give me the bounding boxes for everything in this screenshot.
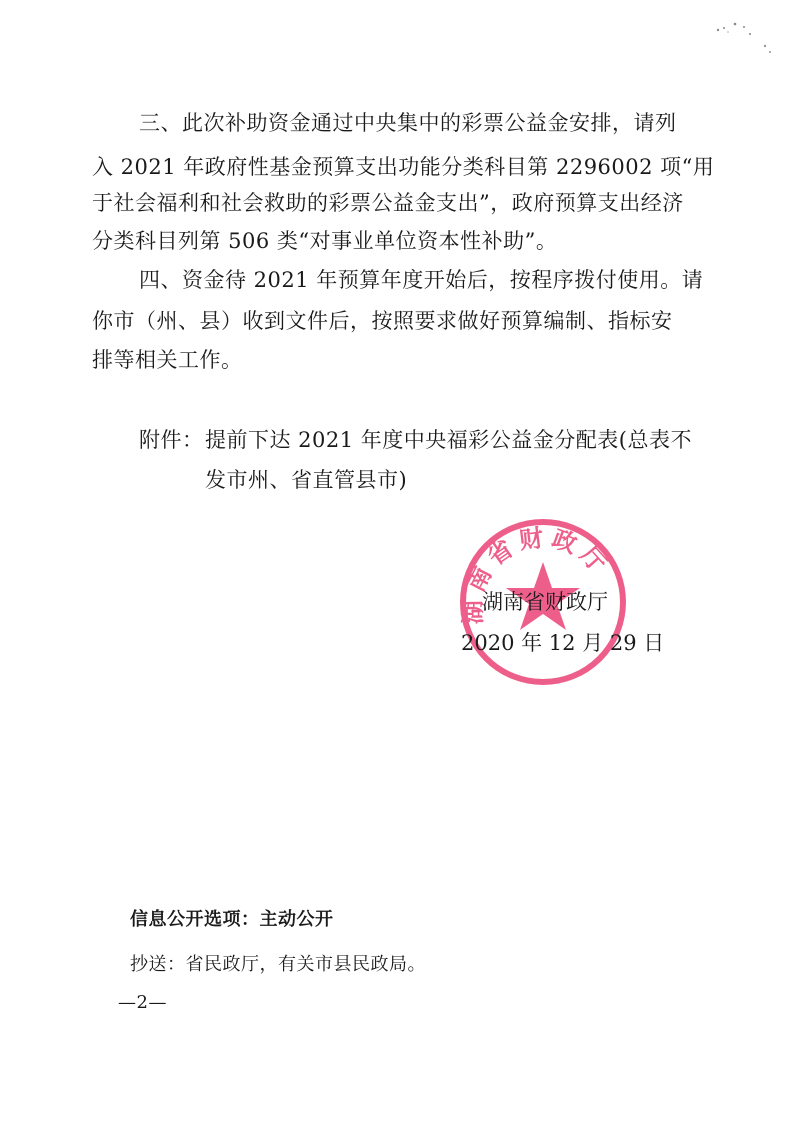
seal-text: 湖南省财政厅 — [458, 523, 616, 625]
paragraph-4-line-3: 排等相关工作。 — [92, 348, 243, 372]
attachment-label: 附件： — [139, 428, 204, 452]
page-number: —2— — [118, 992, 167, 1013]
paragraph-3-line-1: 三、此次补助资金通过中央集中的彩票公益金安排，请列 — [139, 111, 677, 135]
paragraph-4-line-2: 你市（州、县）收到文件后，按照要求做好预算编制、指标安 — [92, 309, 673, 333]
cc-line: 抄送：省民政厅，有关市县民政局。 — [130, 954, 426, 975]
paragraph-3-line-4: 分类科目列第 506 类“对事业单位资本性补助”。 — [92, 229, 558, 253]
signature-date: 2020 年 12 月 29 日 — [461, 631, 665, 655]
attachment-line-1: 提前下达 2021 年度中央福彩公益金分配表(总表不 — [205, 428, 692, 452]
paragraph-4-line-1: 四、资金待 2021 年预算年度开始后，按程序拨付使用。请 — [139, 268, 704, 292]
scan-marks — [710, 18, 780, 68]
paragraph-3-line-2: 入 2021 年政府性基金预算支出功能分类科目第 2296002 项“用 — [92, 155, 715, 179]
attachment-line-2: 发市州、省直管县市) — [205, 468, 408, 492]
signature-org: 湖南省财政厅 — [482, 590, 608, 614]
disclosure-option: 信息公开选项：主动公开 — [130, 909, 334, 930]
paragraph-3-line-3: 于社会福利和社会救助的彩票公益金支出”，政府预算支出经济 — [92, 191, 684, 215]
